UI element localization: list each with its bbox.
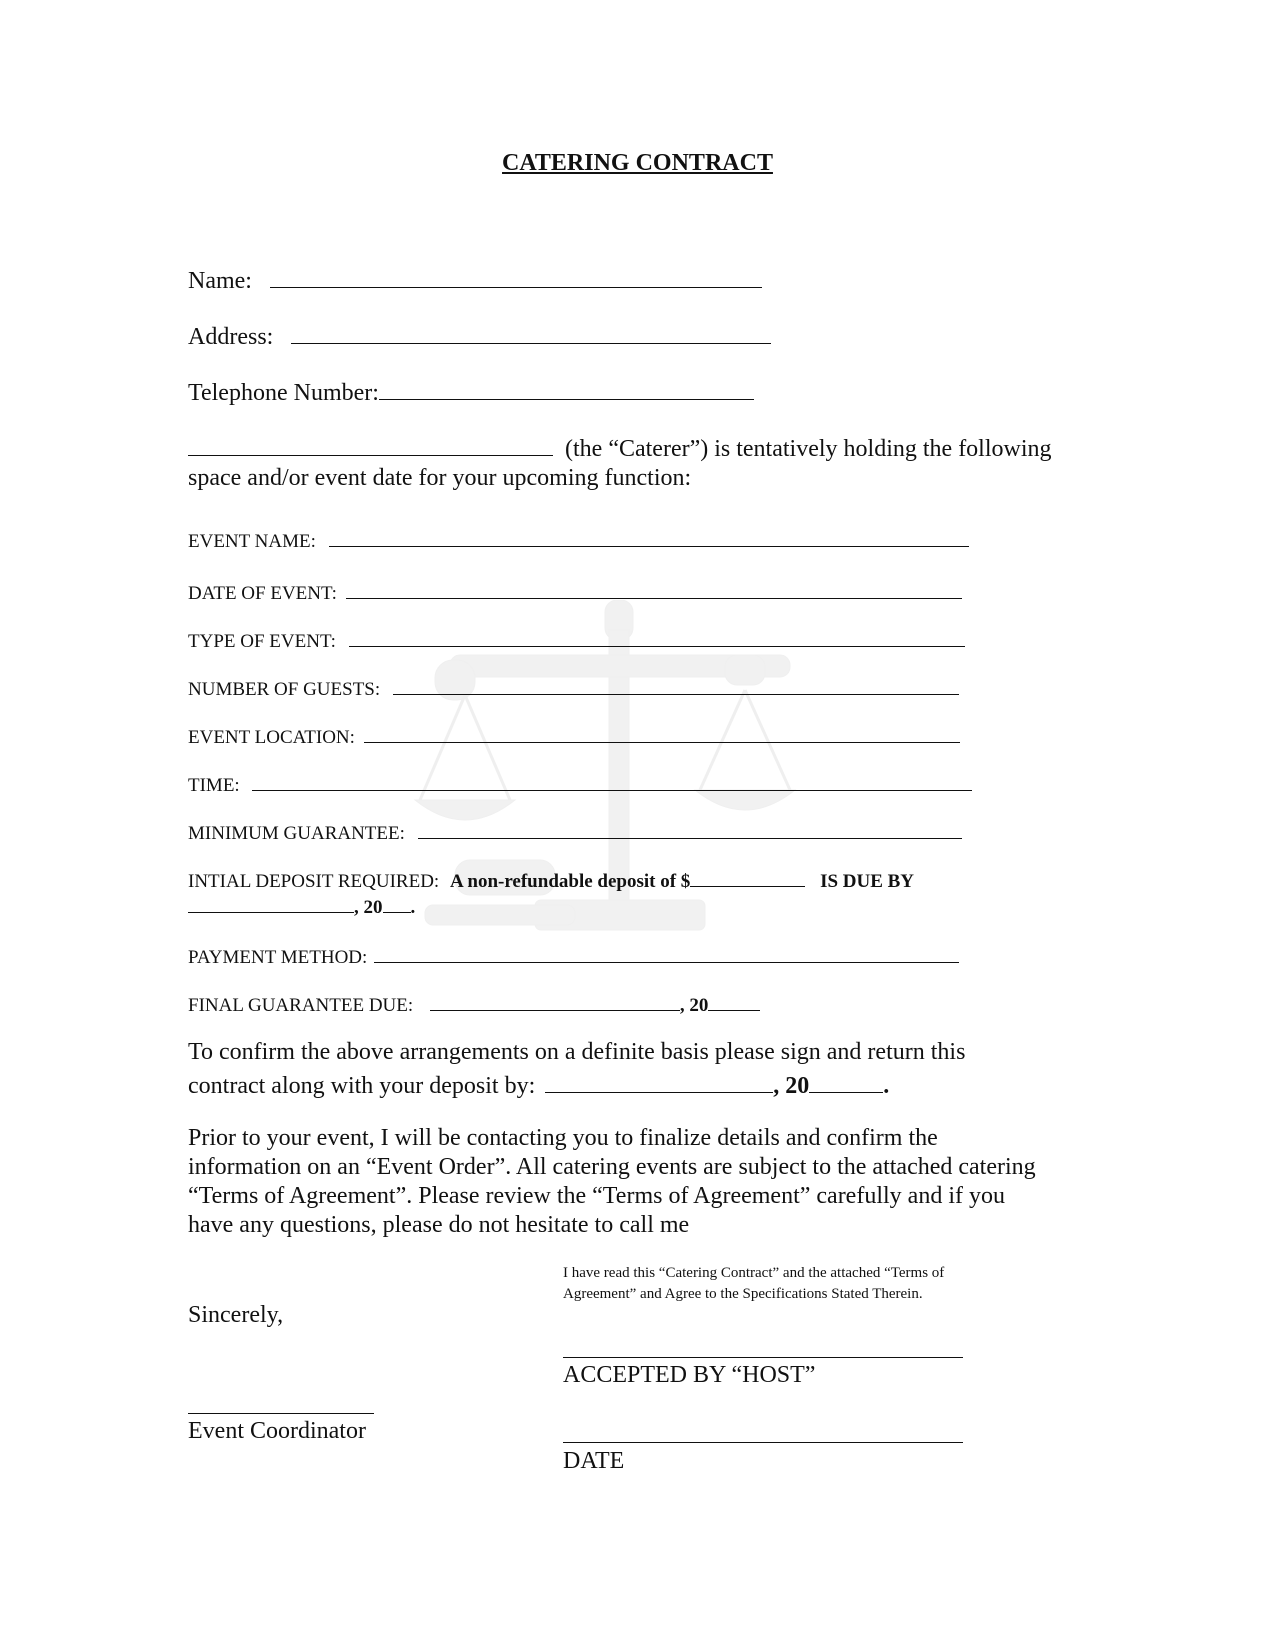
address-row (188, 318, 771, 351)
caterer-line-2: space and/or event date for your upcoming function: (188, 465, 692, 492)
coordinator-signature-line[interactable] (188, 1413, 374, 1414)
final-guarantee-year: , 20 (679, 994, 709, 1016)
phone-blank[interactable] (379, 374, 754, 400)
date-signature-line[interactable] (563, 1442, 963, 1443)
prior-line-1: Prior to your event, I will be contacting you to finalize details and confirm the (188, 1125, 938, 1151)
event-name-row (188, 526, 969, 553)
page-title: CATERING CONTRACT (502, 150, 773, 176)
final-guarantee-year-blank[interactable] (708, 990, 760, 1011)
agreement-note-line-1: I have read this “Catering Contract” and the attached “Terms of (563, 1265, 945, 1281)
minimum-guarantee-row (188, 818, 962, 845)
deposit-year: , 20 (354, 896, 383, 918)
confirm-line-2: contract along with your deposit by: (188, 1073, 536, 1100)
event-coordinator-label: Event Coordinator (188, 1418, 366, 1444)
number-of-guests-label: NUMBER OF GUESTS: (188, 678, 381, 700)
confirm-period: . (883, 1073, 890, 1100)
deposit-due-label: IS DUE BY (820, 870, 915, 892)
number-of-guests-row (188, 674, 959, 701)
minimum-guarantee-blank[interactable] (418, 818, 962, 839)
minimum-guarantee-label: MINIMUM GUARANTEE: (188, 822, 405, 844)
accepted-by-host-label: ACCEPTED BY “HOST” (563, 1362, 816, 1388)
confirm-date-blank[interactable] (545, 1067, 773, 1093)
deposit-date-row (188, 892, 415, 919)
address-blank[interactable] (291, 318, 771, 344)
prior-line-3: “Terms of Agreement”. Please review the “Terms of Agreement” carefully and if you (188, 1183, 1005, 1209)
phone-label: Telephone Number: (188, 380, 379, 407)
prior-line-4: have any questions, please do not hesitate to call me (188, 1212, 690, 1238)
event-location-blank[interactable] (364, 722, 960, 743)
date-of-event-label: DATE OF EVENT: (188, 582, 337, 604)
deposit-year-blank[interactable] (383, 892, 411, 913)
deposit-label: INTIAL DEPOSIT REQUIRED: (188, 870, 440, 892)
deposit-text: A non-refundable deposit of $ (449, 870, 691, 892)
event-location-row (188, 722, 960, 749)
final-guarantee-label: FINAL GUARANTEE DUE: (188, 994, 414, 1016)
time-label: TIME: (188, 774, 240, 796)
name-row (188, 262, 762, 295)
phone-row (188, 374, 754, 407)
name-blank[interactable] (270, 262, 762, 288)
prior-line-2: information on an “Event Order”. All catering events are subject to the attached catering (188, 1154, 1036, 1180)
date-label: DATE (563, 1448, 625, 1474)
date-of-event-blank[interactable] (346, 578, 962, 599)
type-of-event-label: TYPE OF EVENT: (188, 630, 336, 652)
type-of-event-row (188, 626, 965, 653)
address-label: Address: (188, 324, 274, 351)
time-row (188, 770, 972, 797)
number-of-guests-blank[interactable] (393, 674, 959, 695)
event-name-blank[interactable] (329, 526, 969, 547)
type-of-event-blank[interactable] (349, 626, 965, 647)
confirm-line-1: To confirm the above arrangements on a definite basis please sign and return this (188, 1039, 966, 1065)
payment-method-blank[interactable] (374, 942, 959, 963)
agreement-note (563, 1263, 944, 1305)
final-guarantee-blank[interactable] (430, 990, 680, 1011)
time-blank[interactable] (252, 770, 972, 791)
confirm-year-blank[interactable] (809, 1067, 883, 1093)
deposit-period: . (410, 896, 416, 918)
closing-text: Sincerely, (188, 1302, 284, 1328)
event-location-label: EVENT LOCATION: (188, 726, 355, 748)
agreement-note-line-2: Agreement” and Agree to the Specifications Stated Therein. (563, 1286, 923, 1302)
deposit-amount-blank[interactable] (690, 866, 805, 887)
caterer-paragraph (188, 430, 1088, 493)
host-signature-line[interactable] (563, 1357, 963, 1358)
payment-method-row (188, 942, 959, 969)
confirm-year: , 20 (773, 1073, 810, 1100)
prior-paragraph (188, 1124, 1088, 1240)
confirm-paragraph (188, 1038, 1088, 1101)
final-guarantee-row (188, 990, 760, 1017)
payment-method-label: PAYMENT METHOD: (188, 946, 368, 968)
deposit-row (188, 866, 914, 893)
caterer-line-1: (the “Caterer”) is tentatively holding the following (565, 436, 1052, 463)
date-of-event-row (188, 578, 962, 605)
caterer-blank[interactable] (188, 430, 553, 456)
name-label: Name: (188, 268, 252, 295)
event-name-label: EVENT NAME: (188, 530, 316, 552)
deposit-date-blank[interactable] (188, 892, 354, 913)
